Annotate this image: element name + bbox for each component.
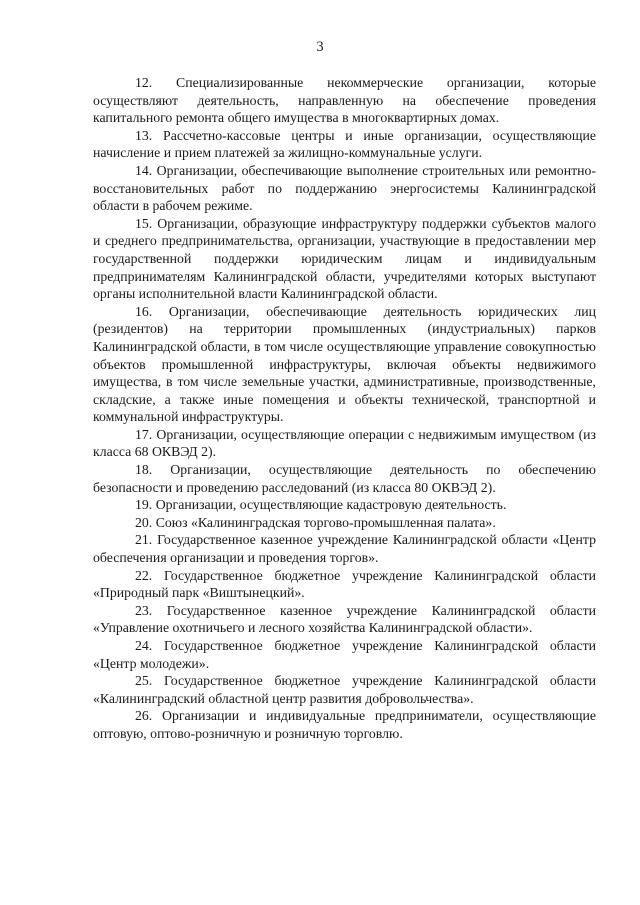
list-item-17: 17. Организации, осуществляющие операции с недвижимым имуществом (из класса 68 ОКВЭД 2). <box>93 426 596 460</box>
list-item-20: 20. Союз «Калининградская торгово-промышленная палата». <box>135 514 496 530</box>
list-item-13: 13. Рассчетно-кассовые центры и иные организации, осуществляющие начисление и прием платежей за жилищно-коммунальные услуги. <box>93 127 596 161</box>
list-item-25: 25. Государственное бюджетное учреждение Калининградской области «Калининградский областной центр развития добровольчества». <box>93 673 596 706</box>
list-item-26: 26. Организации и индивидуальные предприниматели, осуществляющие оптовую, оптово-розничную и розничную торговлю. <box>93 708 596 741</box>
list-item-14: 14. Организации, обеспечивающие выполнение строительных или ремонтно-восстановительных работ по поддержанию энергосистемы Калининградской области в рабочем режиме. <box>93 162 596 214</box>
list-item-16: 16. Организации, обеспечивающие деятельность юридических лиц (резидентов) на территории промышленных (индустриальных) парков Калининградской области, в том числе осуществляющие управление совокупностью объектов промышленной инфраструктуры, включая объекты недвижимого имущества, в том числе земельные участки, административные, производственные, складские, а также иные помещения и объекты технической, транспортной и коммунальной инфраструктуры. <box>93 303 596 425</box>
list-item-12: 12. Специализированные некоммерческие организации, которые осуществляют деятельность, направленную на обеспечение проведения капитального ремонта общего имущества в многоквартирных домах. <box>93 75 596 126</box>
list-item-19: 19. Организации, осуществляющие кадастровую деятельность. <box>135 497 507 513</box>
list-item-24: 24. Государственное бюджетное учреждение Калининградской области «Центр молодежи». <box>93 638 596 671</box>
list-item-15: 15. Организации, образующие инфраструктуру поддержки субъектов малого и среднего предпринимательства, организации, участвующие в предоставлении мер государственной поддержки юридическим лицам и индивидуальным предпринимателям Калининградской области, учредителями которых выступают органы исполнительной власти Калининградской области. <box>93 215 596 302</box>
list-item-23: 23. Государственное казенное учреждение Калининградской области «Управление охотничьего и лесного хозяйства Калининградской области». <box>93 602 596 636</box>
list-item-21: 21. Государственное казенное учреждение Калининградской области «Центр обеспечения организации и проведения торгов». <box>93 532 596 566</box>
document-body <box>93 74 596 743</box>
list-item-18: 18. Организации, осуществляющие деятельность по обеспечению безопасности и проведению расследований (из класса 80 ОКВЭД 2). <box>93 462 596 495</box>
list-item-22: 22. Государственное бюджетное учреждение Калининградской области «Природный парк «Виштынецкий». <box>93 567 596 601</box>
page-number: 3 <box>316 39 324 55</box>
